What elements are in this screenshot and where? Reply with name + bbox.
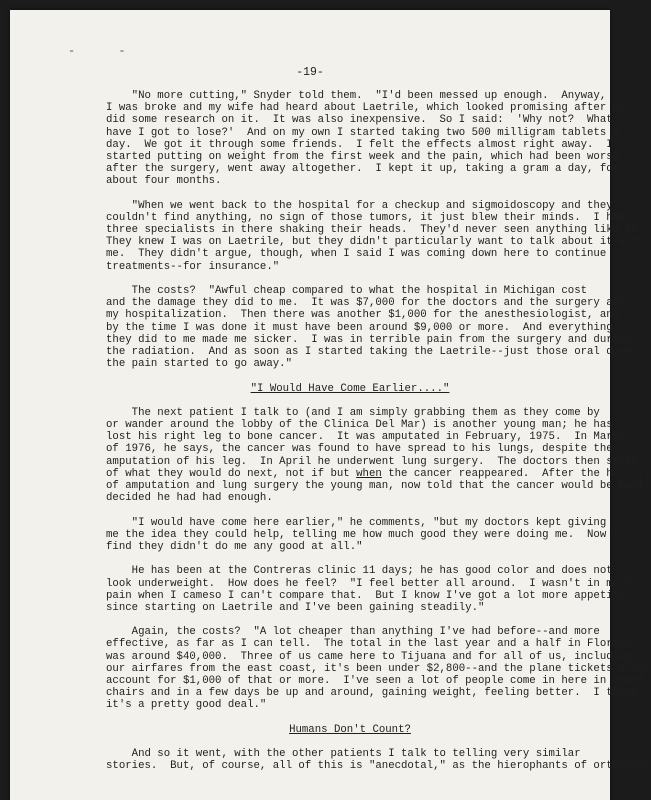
section-3 bbox=[106, 516, 651, 724]
text-line: pain when I cameso I can't compare that. But I know I've got a lot more appetite bbox=[106, 589, 626, 602]
text-line: and the damage they did to me. It was $7,000 for the doctors and the surgery and bbox=[106, 297, 626, 310]
text-line: stories. But, of course, all of this is "anecdotal," as the hierophants of orthodoxy bbox=[106, 760, 651, 773]
text-line: "No more cutting," Snyder told them. "I'd been messed up enough. Anyway, bbox=[106, 90, 607, 102]
text-segment: of what they would do next, not if but bbox=[106, 467, 357, 480]
text-line: chairs and in a few days be up and around, gaining weight, feeling better. I think bbox=[106, 687, 639, 700]
text-line: or wander around the lobby of the Clinica Del Mar) is another young man; he has bbox=[106, 419, 613, 432]
text-line: look underweight. How does he feel? "I feel better all around. I wasn't in much bbox=[106, 577, 632, 590]
text-line: me the idea they could help, telling me how much good they were doing me. Now I bbox=[106, 528, 620, 541]
heading-would-have-come-earlier: "I Would Have Come Earlier...." bbox=[250, 382, 450, 395]
text-line: decided he had had enough. bbox=[106, 492, 273, 505]
text-line: account for $1,000 of that or more. I've seen a lot of people come in here in wheel- bbox=[106, 675, 651, 687]
text-line: The next patient I talk to (and I am simply grabbing them as they come by bbox=[106, 406, 600, 419]
text-line: our airfares from the east coast, it's been under $2,800--and the plane tickets alone bbox=[106, 662, 651, 675]
text-line: Again, the costs? "A lot cheaper than anything I've had before--and more bbox=[106, 626, 600, 639]
text-line: lost his right leg to bone cancer. It was amputated in February, 1975. In March bbox=[106, 431, 626, 444]
text-line: "When we went back to the hospital for a checkup and sigmoidoscopy and they bbox=[106, 199, 613, 212]
text-line: have I got to lose?' And on my own I started taking two 500 milligram tablets a bbox=[106, 126, 620, 139]
section-1 bbox=[106, 90, 651, 383]
text-line: after the surgery, went away altogether. I kept it up, taking a gram a day, for bbox=[106, 163, 620, 176]
text-line: about four months. bbox=[106, 175, 222, 188]
section-2 bbox=[106, 406, 639, 468]
section-2-tail bbox=[106, 480, 651, 505]
text-segment: the cancer reappeared. After the horrors bbox=[381, 467, 651, 480]
document-page bbox=[10, 10, 651, 800]
text-line: of 1976, he says, the cancer was found to have spread to his lungs, despite the bbox=[106, 443, 613, 456]
text-line: they did to me made me sicker. I was in terrible pain from the surgery and during bbox=[106, 333, 632, 346]
text-line: And so it went, with the other patients I talk to telling very similar bbox=[106, 748, 581, 761]
text-line: They knew I was on Laetrile, but they didn't particularly want to talk about it with bbox=[106, 236, 645, 249]
text-line: since starting on Laetrile and I've been gaining steadily." bbox=[106, 601, 485, 614]
text-line: effective, as far as I can tell. The total in the last year and a half in Florida bbox=[106, 638, 632, 651]
section-4 bbox=[106, 748, 651, 773]
text-line: the radiation. And as soon as I started taking the Laetrile--just those oral doses-- bbox=[106, 345, 651, 358]
text-line: I was broke and my wife had heard about Laetrile, which looked promising after we bbox=[106, 102, 626, 115]
text-line: amputation of his leg. In April he underwent lung surgery. The doctors then spoke bbox=[106, 455, 639, 468]
text-line: started putting on weight from the first week and the pain, which had been worse bbox=[106, 150, 620, 163]
text-line: He has been at the Contreras clinic 11 days; he has good color and does not bbox=[106, 565, 613, 578]
text-line: was around $40,000. Three of us came here to Tijuana and for all of us, including bbox=[106, 650, 632, 663]
text-line: of amputation and lung surgery the young man, now told that the cancer would be back, bbox=[106, 480, 651, 492]
text-line: my hospitalization. Then there was another $1,000 for the anesthesiologist, and bbox=[106, 309, 620, 322]
text-line: by the time I was done it must have been around $9,000 or more. And everything bbox=[106, 321, 613, 334]
text-line-underlined bbox=[106, 467, 651, 480]
text-line: treatments--for insurance." bbox=[106, 260, 280, 273]
text-line: "I would have come here earlier," he comments, "but my doctors kept giving bbox=[106, 516, 607, 529]
text-line: me. They didn't argue, though, when I said I was coming down here to continue bbox=[106, 248, 607, 261]
text-line: did some research on it. It was also inexpensive. So I said: 'Why not? What bbox=[106, 114, 613, 127]
text-line: it's a pretty good deal." bbox=[106, 699, 267, 712]
heading-humans-dont-count: Humans Don't Count? bbox=[289, 723, 411, 736]
underlined-word: when bbox=[356, 467, 382, 480]
body-text bbox=[106, 90, 651, 773]
text-line: find they didn't do me any good at all." bbox=[106, 540, 363, 553]
text-line: the pain started to go away." bbox=[106, 358, 292, 371]
text-line: three specialists in there shaking their heads. They'd never seen anything like it. bbox=[106, 224, 645, 237]
corner-marks: - - bbox=[68, 44, 144, 58]
text-line: day. We got it through some friends. I felt the effects almost right away. I bbox=[106, 138, 613, 151]
text-line: The costs? "Awful cheap compared to what the hospital in Michigan cost bbox=[106, 285, 588, 297]
text-line: couldn't find anything, no sign of those tumors, it just blew their minds. I had bbox=[106, 211, 626, 224]
page-number: -19- bbox=[296, 66, 324, 79]
